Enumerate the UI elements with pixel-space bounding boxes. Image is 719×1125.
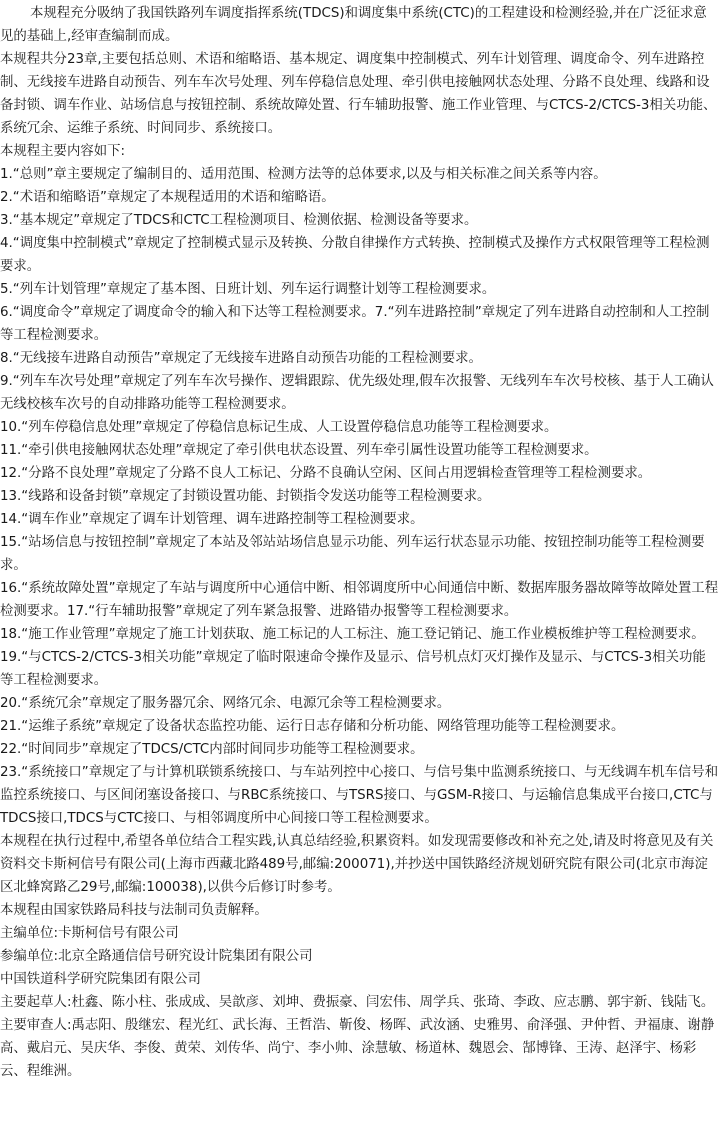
list-item: 10.“列车停稳信息处理”章规定了停稳信息标记生成、人工设置停稳信息功能等工程检测要求。 — [0, 420, 558, 435]
list-item: 8.“无线接车进路自动预告”章规定了无线接车进路自动预告功能的工程检测要求。 — [0, 351, 482, 366]
list-item: 6.“调度命令”章规定了调度命令的输入和下达等工程检测要求。7.“列车进路控制”章规定了列车进路自动控制和人工控制等工程检测要求。 — [0, 305, 710, 343]
list-item: 2.“术语和缩略语”章规定了本规程适用的术语和缩略语。 — [0, 190, 335, 205]
list-item: 9.“列车车次号处理”章规定了列车车次号操作、逻辑跟踪、优先级处理,假车次报警、无线列车车次号校核、基于人工确认无线校核车次号的自动排路功能等工程检测要求。 — [0, 374, 714, 412]
list-item: 23.“系统接口”章规定了与计算机联锁系统接口、与车站列控中心接口、与信号集中监测系统接口、与无线调车机车信号和监控系统接口、与区间闭塞设备接口、与RBC系统接口、与TSRS接口、与GSM-R接口、与运输信息集成平台接口,CTC与TDCS接口,TDCS与CTC接口、与相邻调度所中心间接口等工程检测要求。 — [0, 765, 719, 826]
list-item: 13.“线路和设备封锁”章规定了封锁设置功能、封锁指令发送功能等工程检测要求。 — [0, 489, 491, 504]
participants-line: 参编单位:北京全路通信信号研究设计院集团有限公司 — [0, 949, 313, 964]
list-item: 18.“施工作业管理”章规定了施工计划获取、施工标记的人工标注、施工登记销记、施工作业模板维护等工程检测要求。 — [0, 627, 705, 642]
list-item: 3.“基本规定”章规定了TDCS和CTC工程检测项目、检测依据、检测设备等要求。 — [0, 213, 478, 228]
list-item: 11.“牵引供电接触网状态处理”章规定了牵引供电状态设置、列车牵引属性设置功能等工程检测要求。 — [0, 443, 598, 458]
list-item: 22.“时间同步”章规定了TDCS/CTC内部时间同步功能等工程检测要求。 — [0, 742, 424, 757]
scope-paragraph: 本规程共分23章,主要包括总则、术语和缩略语、基本规定、调度集中控制模式、列车计划管理、调度命令、列车进路控制、无线接车进路自动预告、列车车次号处理、列车停稳信息处理、牵引供电接触网状态处理、分路不良处理、线路和设备封锁、调车作业、站场信息与按钮控制、系统故障处置、行车辅助报警、施工作业管理、与CTCS-2/CTCS-3相关功能、系统冗余、运维子系统、时间同步、系统接口。 — [0, 52, 717, 136]
list-item: 1.“总则”章主要规定了编制目的、适用范围、检测方法等的总体要求,以及与相关标准之间关系等内容。 — [0, 167, 607, 182]
list-item: 12.“分路不良处理”章规定了分路不良人工标记、分路不良确认空闲、区间占用逻辑检查管理等工程检测要求。 — [0, 466, 652, 481]
reviewers-paragraph: 主要审查人:禹志阳、殷继宏、程光红、武长海、王哲浩、靳俊、杨晖、武汝涵、史雅男、俞泽强、尹仲哲、尹福康、谢静高、戴启元、吴庆华、李俊、黄荣、刘传华、尚宁、李小帅、涂慧敏、杨道林、魏恩会、郜博锋、王涛、赵泽宇、杨彩云、程维洲。 — [0, 1018, 715, 1079]
list-item: 19.“与CTCS-2/CTCS-3相关功能”章规定了临时限速命令操作及显示、信号机点灯灭灯操作及显示、与CTCS-3相关功能等工程检测要求。 — [0, 650, 706, 688]
drafters-paragraph: 主要起草人:杜鑫、陈小柱、张成成、吴歆彦、刘坤、费振豪、闫宏伟、周学兵、张琦、李政、应志鹏、郭宇新、钱陆飞。 — [0, 995, 715, 1010]
interpretation-paragraph: 本规程由国家铁路局科技与法制司负责解释。 — [0, 903, 268, 918]
list-item: 20.“系统冗余”章规定了服务器冗余、网络冗余、电源冗余等工程检测要求。 — [0, 696, 451, 711]
list-item: 15.“站场信息与按钮控制”章规定了本站及邻站站场信息显示功能、列车运行状态显示功能、按钮控制功能等工程检测要求。 — [0, 535, 705, 573]
main-content-heading: 本规程主要内容如下: — [0, 144, 126, 159]
chief-editor-line: 主编单位:卡斯柯信号有限公司 — [0, 926, 179, 941]
list-item: 16.“系统故障处置”章规定了车站与调度所中心通信中断、相邻调度所中心间通信中断、数据库服务器故障等故障处置工程检测要求。17.“行车辅助报警”章规定了列车紧急报警、进路错办报警等工程检测要求。 — [0, 581, 719, 619]
feedback-paragraph: 本规程在执行过程中,希望各单位结合工程实践,认真总结经验,积累资料。如发现需要修改和补充之处,请及时将意见及有关资料交卡斯柯信号有限公司(上海市西藏北路489号,邮编:200071),并抄送中国铁路经济规划研究院有限公司(北京市海淀区北蜂窝路乙29号,邮编:100038),以供今后修订时参考。 — [0, 834, 714, 895]
list-item: 4.“调度集中控制模式”章规定了控制模式显示及转换、分散自律操作方式转换、控制模式及操作方式权限管理等工程检测要求。 — [0, 236, 710, 274]
list-item: 21.“运维子系统”章规定了设备状态监控功能、运行日志存储和分析功能、网络管理功能等工程检测要求。 — [0, 719, 625, 734]
participants-line-2: 中国铁道科学研究院集团有限公司 — [0, 972, 201, 987]
list-item: 5.“列车计划管理”章规定了基本图、日班计划、列车运行调整计划等工程检测要求。 — [0, 282, 496, 297]
list-item: 14.“调车作业”章规定了调车计划管理、调车进路控制等工程检测要求。 — [0, 512, 424, 527]
intro-paragraph: 本规程充分吸纳了我国铁路列车调度指挥系统(TDCS)和调度集中系统(CTC)的工程建设和检测经验,并在广泛征求意见的基础上,经审查编制而成。 — [0, 6, 707, 44]
